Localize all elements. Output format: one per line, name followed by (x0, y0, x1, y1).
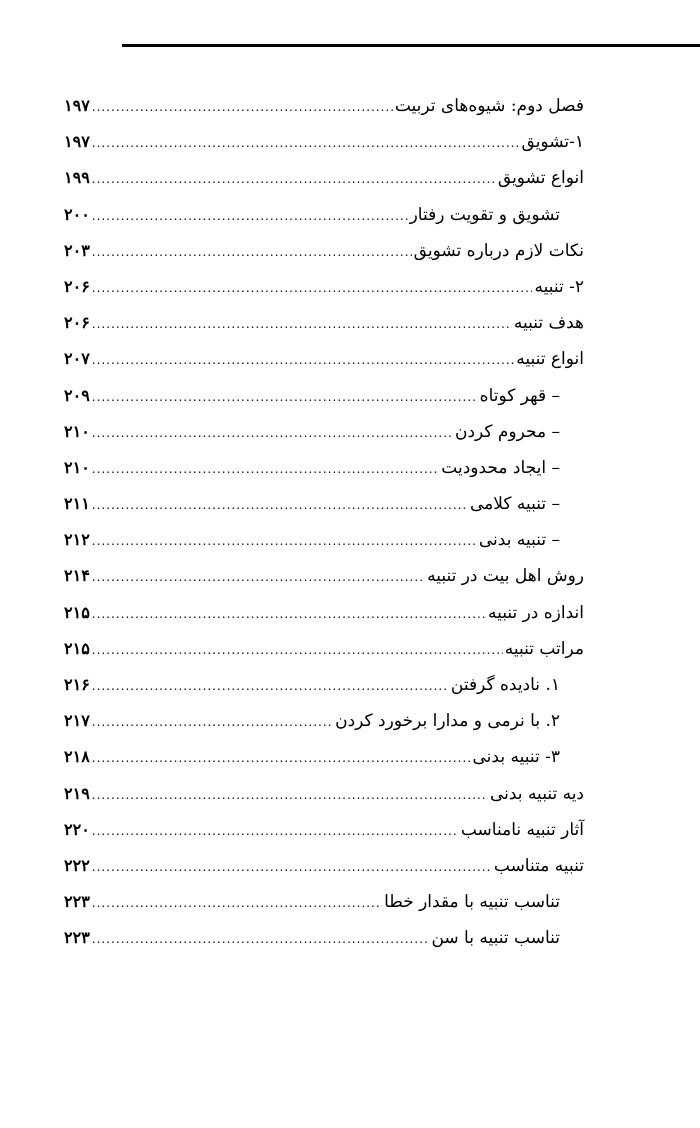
toc-entry (64, 233, 584, 269)
toc-dot-leader (92, 777, 488, 813)
toc-entry (64, 486, 584, 522)
toc-entry-page-number: ۲۰۶ (64, 313, 90, 333)
toc-dot-leader (92, 125, 520, 161)
toc-entry-title: مراتب تنبیه (504, 638, 584, 659)
header-rule (122, 44, 700, 47)
toc-dot-leader (92, 740, 471, 776)
toc-entry-title: فصل دوم: شیوه‌های تربیت (394, 96, 584, 116)
toc-entry-title: – قهر کوتاه (479, 385, 560, 406)
toc-entry-title: ۲. با نرمی و مدارا برخورد کردن (335, 711, 560, 732)
toc-entry-page-number: ۲۱۰ (64, 457, 90, 477)
toc-entry-page-number: ۲۲۳ (64, 928, 90, 948)
toc-entry (64, 776, 584, 812)
toc-entry-title: تنبیه متناسب (493, 855, 584, 876)
toc-entry-title: هدف تنبیه (513, 313, 584, 334)
toc-dot-leader (92, 270, 533, 306)
toc-entry-page-number: ۲۲۳ (64, 892, 90, 912)
toc-entry-page-number: ۲۱۸ (64, 747, 90, 767)
toc-entry (64, 595, 584, 631)
toc-entry (64, 88, 584, 124)
toc-entry-page-number: ۲۰۰ (64, 204, 90, 224)
toc-entry-title: دیه تنبیه بدنی (489, 783, 584, 804)
toc-entry (64, 414, 584, 450)
toc-entry-title: – تنبیه کلامی (469, 494, 560, 515)
toc-entry (64, 812, 584, 848)
toc-entry (64, 341, 584, 377)
toc-entry-title: ۱. نادیده گرفتن (450, 675, 560, 695)
toc-dot-leader (92, 885, 382, 921)
toc-entry-page-number: ۲۰۶ (64, 276, 90, 296)
toc-dot-leader (92, 234, 412, 270)
toc-entry-title: – ایجاد محدودیت (441, 457, 560, 478)
toc-dot-leader (92, 596, 486, 632)
toc-entry-title: انواع تشویق (497, 168, 584, 189)
toc-entry-page-number: ۱۹۷ (64, 132, 90, 152)
toc-entry (64, 450, 584, 486)
toc-entry-title: – تنبیه بدنی (478, 530, 560, 551)
toc-entry-page-number: ۲۰۷ (64, 349, 90, 369)
toc-entry-title: انواع تنبیه (516, 349, 584, 370)
toc-entry (64, 558, 584, 594)
toc-entry-title: تناسب تنبیه با مقدار خطا (384, 892, 560, 913)
toc-entry-page-number: ۲۱۹ (64, 783, 90, 803)
toc-entry (64, 305, 584, 341)
toc-dot-leader (92, 487, 468, 523)
toc-entry-page-number: ۲۲۰ (64, 819, 90, 839)
toc-dot-leader (92, 921, 430, 957)
toc-dot-leader (92, 813, 459, 849)
toc-entry-title: ۲- تنبیه (534, 276, 584, 297)
toc-entry (64, 739, 584, 775)
toc-entry (64, 378, 584, 414)
toc-entry (64, 667, 584, 703)
toc-dot-leader (92, 523, 477, 559)
toc-dot-leader (92, 559, 425, 595)
toc-dot-leader (92, 342, 514, 378)
toc-entry-page-number: ۲۱۵ (64, 602, 90, 622)
toc-entry-title: نکات لازم درباره تشویق (413, 240, 584, 261)
toc-entry-page-number: ۲۱۱ (64, 494, 90, 514)
toc-entry (64, 703, 584, 739)
toc-entry-title: ۳- تنبیه بدنی (472, 747, 560, 768)
toc-entry (64, 197, 584, 233)
toc-dot-leader (92, 668, 449, 704)
toc-entry-title: تناسب تنبیه با سن (431, 928, 560, 949)
toc-entry-page-number: ۲۱۰ (64, 421, 90, 441)
toc-entry (64, 160, 584, 196)
toc-entry (64, 884, 584, 920)
toc-entry-title: اندازه در تنبیه (487, 602, 584, 623)
toc-dot-leader (92, 451, 440, 487)
toc-dot-leader (92, 415, 453, 451)
toc-dot-leader (92, 704, 333, 740)
toc-entry (64, 631, 584, 667)
toc-entry (64, 848, 584, 884)
toc-dot-leader (92, 198, 408, 234)
toc-entry-title: روش اهل بیت در تنبیه (427, 566, 584, 587)
toc-entry-page-number: ۲۰۳ (64, 240, 90, 260)
toc-entry (64, 522, 584, 558)
toc-entry (64, 920, 584, 956)
toc-entry-title: – محروم کردن (454, 421, 560, 442)
toc-entry-page-number: ۲۲۲ (64, 855, 90, 875)
toc-dot-leader (92, 379, 478, 415)
toc-entry (64, 269, 584, 305)
toc-entry-page-number: ۲۱۴ (64, 566, 90, 586)
toc-entry-page-number: ۲۱۲ (64, 530, 90, 550)
toc-entry-page-number: ۲۱۶ (64, 675, 90, 694)
toc-dot-leader (92, 89, 393, 125)
toc-entry-page-number: ۲۰۹ (64, 385, 90, 405)
toc-entry-title: تشویق و تقویت رفتار (409, 204, 560, 225)
toc-entry-page-number: ۱۹۹ (64, 168, 90, 188)
toc-entry-page-number: ۲۱۷ (64, 711, 90, 731)
toc-dot-leader (92, 632, 503, 668)
toc-entry-page-number: ۱۹۷ (64, 96, 90, 115)
toc-dot-leader (92, 849, 492, 885)
toc-entry-title: ۱-تشویق (521, 132, 584, 153)
toc-dot-leader (92, 306, 512, 342)
toc-dot-leader (92, 161, 496, 197)
table-of-contents (64, 88, 584, 957)
toc-entry-title: آثار تنبیه نامناسب (460, 819, 584, 840)
toc-entry (64, 124, 584, 160)
toc-entry-page-number: ۲۱۵ (64, 638, 90, 658)
